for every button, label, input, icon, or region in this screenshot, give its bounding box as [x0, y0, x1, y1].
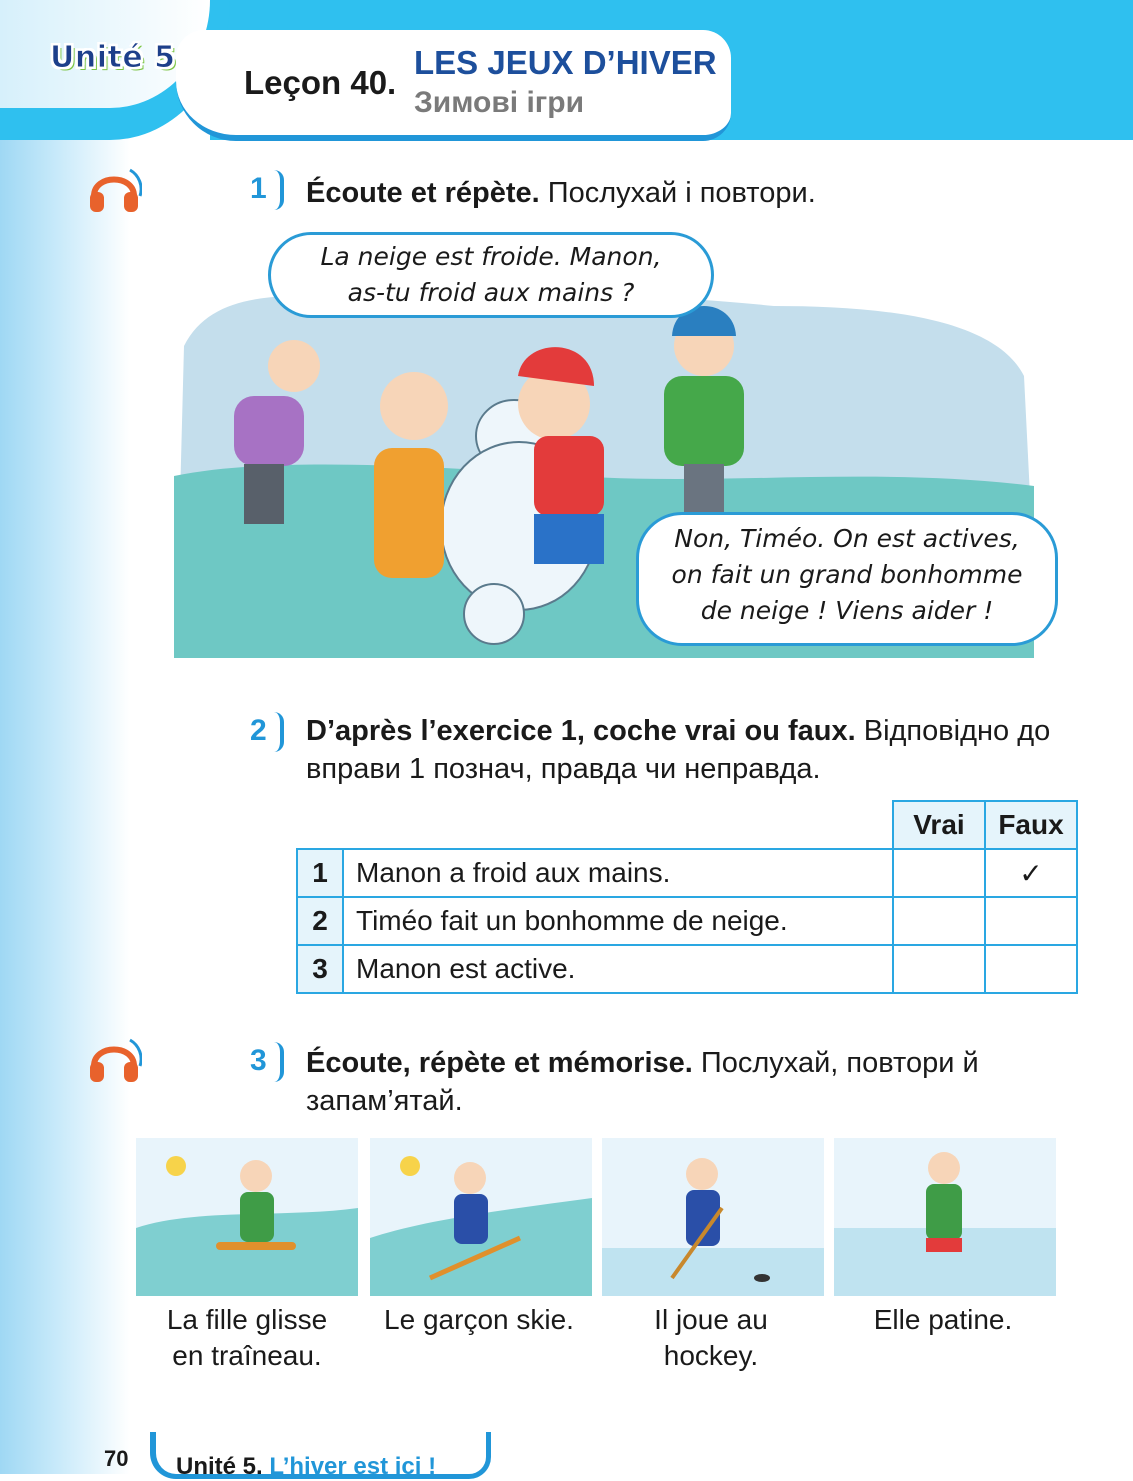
- row-statement: Manon est active.: [343, 945, 893, 993]
- exercise-1-number: 1: [244, 170, 280, 212]
- faux-checkbox[interactable]: ✓: [985, 849, 1077, 897]
- row-number: 1: [297, 849, 343, 897]
- speech-bubble-left: [268, 232, 714, 318]
- headphones-icon[interactable]: [86, 1032, 142, 1088]
- caption-line: Le garçon skie.: [384, 1304, 574, 1335]
- skating-illustration: [834, 1138, 1056, 1296]
- vrai-checkbox[interactable]: [893, 945, 985, 993]
- exercise-3-instruction: Écoute, répète et mémorise. Послухай, повтори й запам’ятай.: [306, 1047, 979, 1117]
- bubble-right-line-3: de neige ! Viens aider !: [700, 596, 994, 625]
- footer-unit: Unité 5.: [176, 1453, 263, 1480]
- table-row: [297, 945, 1077, 993]
- footer-unit-name: L’hiver est ici !: [269, 1453, 437, 1480]
- row-number: 2: [297, 897, 343, 945]
- unit-badge: Unité 5: [50, 40, 176, 75]
- vrai-checkbox[interactable]: [893, 849, 985, 897]
- faux-checkbox[interactable]: [985, 945, 1077, 993]
- vrai-checkbox[interactable]: [893, 897, 985, 945]
- caption-line: hockey.: [663, 1340, 759, 1371]
- exercise-2-number: 2: [244, 712, 280, 754]
- table-row: [297, 897, 1077, 945]
- row-statement: Timéo fait un bonhomme de neige.: [343, 897, 893, 945]
- caption-sledding: [132, 1302, 362, 1374]
- caption-skating: [828, 1302, 1058, 1338]
- headphones-icon[interactable]: [86, 162, 142, 218]
- speech-bubble-right: [636, 512, 1058, 646]
- row-statement: Manon a froid aux mains.: [343, 849, 893, 897]
- caption-line: en traîneau.: [172, 1340, 322, 1371]
- caption-line: Elle patine.: [873, 1304, 1013, 1335]
- bubble-right-line-2: on fait un grand bonhomme: [671, 560, 1023, 589]
- lesson-title-french: LES JEUX D’HIVER: [414, 44, 717, 81]
- caption-line: La fille glisse: [166, 1304, 328, 1335]
- true-false-table: [296, 800, 1078, 994]
- exercise-2-instruction: D’après l’exercice 1, coche vrai ou faux. Відповідно до вправи 1 познач, правда чи неправда.: [306, 715, 1051, 785]
- lesson-number: Leçon 40.: [244, 64, 397, 101]
- column-header-vrai: Vrai: [893, 801, 985, 849]
- lesson-title-ukrainian: Зимові ігри: [414, 86, 585, 119]
- sledding-illustration: [136, 1138, 358, 1296]
- caption-line: Il joue au: [654, 1304, 768, 1335]
- bubble-left-line-2: as-tu froid aux mains ?: [347, 278, 635, 307]
- faux-checkbox[interactable]: [985, 897, 1077, 945]
- page-number: 70: [104, 1446, 129, 1471]
- table-row: [297, 849, 1077, 897]
- bubble-right-line-1: Non, Timéo. On est actives,: [674, 524, 1020, 553]
- skiing-illustration: [370, 1138, 592, 1296]
- left-gradient-band: [0, 0, 130, 1474]
- row-number: 3: [297, 945, 343, 993]
- hockey-illustration: [602, 1138, 824, 1296]
- caption-hockey: [596, 1302, 826, 1374]
- exercise-1-instruction: Écoute et répète. Послухай і повтори.: [306, 177, 816, 209]
- bubble-left-line-1: La neige est froide. Manon,: [320, 242, 662, 271]
- caption-skiing: [364, 1302, 594, 1338]
- column-header-faux: Faux: [985, 801, 1077, 849]
- exercise-3-number: 3: [244, 1042, 280, 1084]
- footer-unit-title: [176, 1453, 436, 1481]
